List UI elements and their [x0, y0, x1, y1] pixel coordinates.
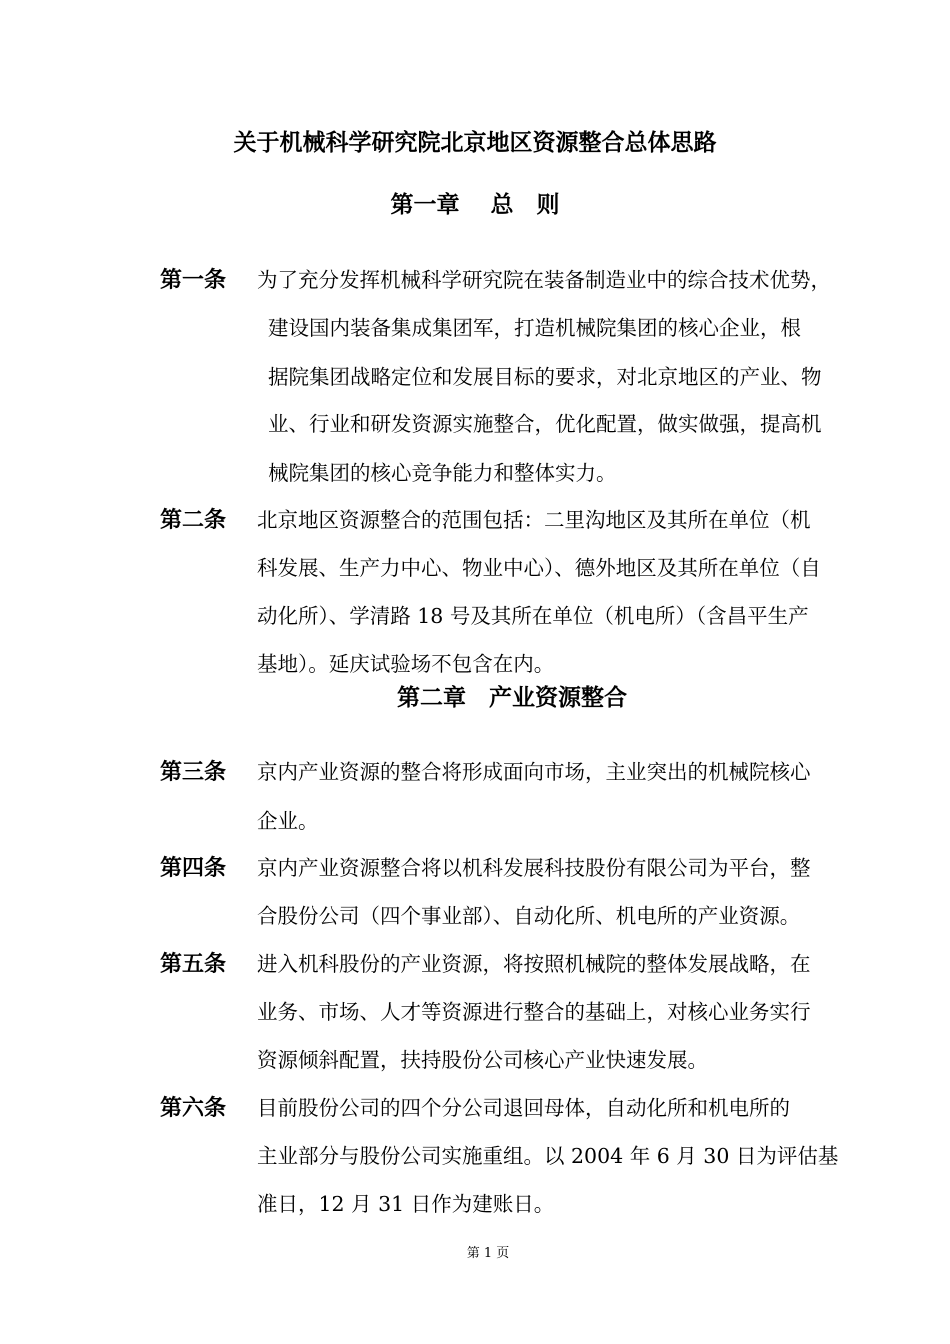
- article-5-line-3: 资源倾斜配置，扶持股份公司核心产业快速发展。: [257, 1048, 708, 1072]
- article-6-line-1: 目前股份公司的四个分公司退回母体，自动化所和机电所的: [257, 1096, 790, 1120]
- document-title: 关于机械科学研究院北京地区资源整合总体思路: [233, 129, 717, 156]
- article-3-line-1: 京内产业资源的整合将形成面向市场，主业突出的机械院核心: [257, 760, 811, 784]
- article-2-line-3: 动化所）、学清路 18 号及其所在单位（机电所）（含昌平生产: [257, 604, 809, 628]
- article-2-line-2: 科发展、生产力中心、物业中心）、德外地区及其所在单位（自: [257, 556, 821, 580]
- article-2-label: 第二条: [160, 507, 227, 533]
- article-6-label: 第六条: [160, 1095, 227, 1121]
- article-5-line-2: 业务、市场、人才等资源进行整合的基础上，对核心业务实行: [257, 1000, 811, 1024]
- article-1-line-1: 为了充分发挥机械科学研究院在装备制造业中的综合技术优势，: [257, 268, 831, 292]
- article-3-line-2: 企业。: [257, 809, 319, 833]
- chapter-2-title: 第二章 产业资源整合: [397, 684, 627, 711]
- article-4-line-1: 京内产业资源整合将以机科发展科技股份有限公司为平台，整: [257, 856, 811, 880]
- article-1-label: 第一条: [160, 267, 227, 293]
- article-5-line-1: 进入机科股份的产业资源，将按照机械院的整体发展战略，在: [257, 952, 811, 976]
- article-2-line-1: 北京地区资源整合的范围包括：二里沟地区及其所在单位（机: [257, 508, 811, 532]
- article-2-line-4: 基地）。延庆试验场不包含在内。: [257, 652, 555, 676]
- page-number: 第 1 页: [466, 1246, 510, 1261]
- article-6-line-2: 主业部分与股份公司实施重组。以 2004 年 6 月 30 日为评估基: [257, 1144, 839, 1168]
- chapter-1-title: 第一章 总 则: [390, 191, 560, 218]
- article-6-line-3: 准日，12 月 31 日作为建账日。: [257, 1192, 555, 1216]
- article-1-line-3: 据院集团战略定位和发展目标的要求，对北京地区的产业、物: [268, 365, 822, 389]
- article-1-line-5: 械院集团的核心竞争能力和整体实力。: [268, 461, 617, 485]
- article-1-line-4: 业、行业和研发资源实施整合，优化配置，做实做强，提高机: [268, 412, 822, 436]
- article-1-line-2: 建设国内装备集成集团军，打造机械院集团的核心企业，根: [268, 316, 801, 340]
- article-5-label: 第五条: [160, 951, 227, 977]
- article-4-line-2: 合股份公司（四个事业部）、自动化所、机电所的产业资源。: [257, 904, 801, 928]
- article-4-label: 第四条: [160, 855, 227, 881]
- article-3-label: 第三条: [160, 759, 227, 785]
